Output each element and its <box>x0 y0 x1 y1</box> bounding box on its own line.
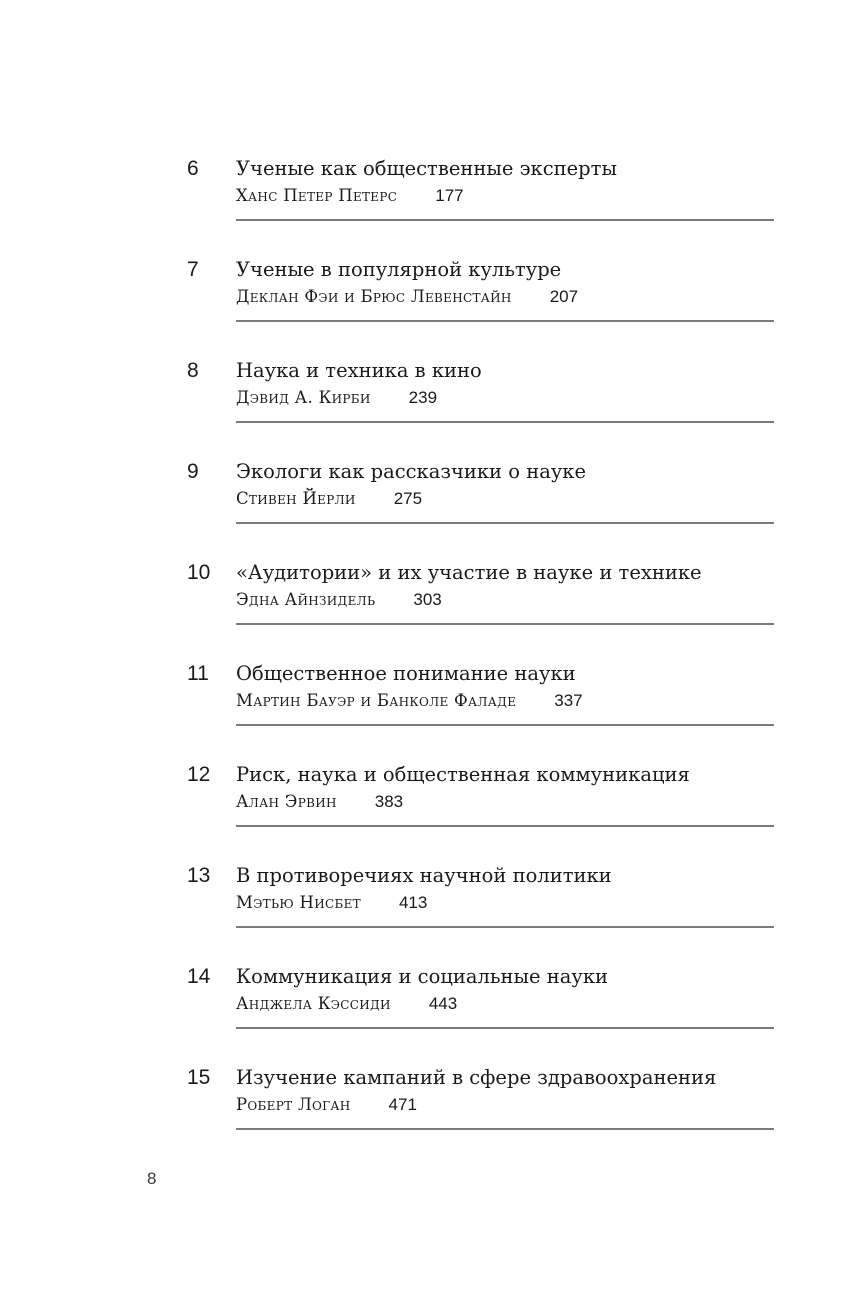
chapter-title: Изучение кампаний в сфере здравоохранения <box>236 1066 717 1089</box>
divider <box>236 724 774 726</box>
toc-entry <box>0 762 863 863</box>
chapter-page: 275 <box>393 489 423 508</box>
chapter-number: 12 <box>187 763 211 786</box>
chapter-page: 471 <box>388 1095 417 1114</box>
chapter-title: В противоречиях научной политики <box>236 864 612 887</box>
chapter-byline <box>236 287 578 307</box>
chapter-author: Ханс Петер Петерс <box>236 186 398 205</box>
chapter-author: Мэтью Нисбет <box>236 893 361 912</box>
divider <box>236 1027 774 1029</box>
chapter-page: 443 <box>428 994 458 1013</box>
chapter-author: Дэвид А. Кирби <box>236 388 371 407</box>
toc-entry <box>0 459 863 560</box>
toc-entry <box>0 358 863 459</box>
chapter-title: Общественное понимание науки <box>236 662 576 685</box>
chapter-byline <box>236 994 457 1014</box>
chapter-number: 11 <box>187 662 209 685</box>
chapter-author: Деклан Фэи и Брюс Левенстайн <box>236 287 512 306</box>
chapter-number: 7 <box>187 258 199 281</box>
chapter-number: 8 <box>187 359 199 382</box>
chapter-page: 303 <box>413 590 442 609</box>
divider <box>236 623 774 625</box>
chapter-byline <box>236 1095 417 1115</box>
chapter-author: Анджела Кэссиди <box>236 994 391 1013</box>
chapter-author: Эдна Айнзидель <box>236 590 376 609</box>
chapter-author: Стивен Йерли <box>236 489 356 508</box>
chapter-byline <box>236 590 442 610</box>
chapter-title: Ученые в популярной культуре <box>236 258 562 281</box>
chapter-title: «Аудитории» и их участие в науке и технике <box>236 561 702 584</box>
chapter-number: 6 <box>187 157 199 180</box>
chapter-byline <box>236 388 437 408</box>
divider <box>236 825 774 827</box>
chapter-author: Алан Эрвин <box>236 792 337 811</box>
chapter-page: 239 <box>408 388 438 407</box>
toc-entry <box>0 964 863 1065</box>
chapter-title: Экологи как рассказчики о науке <box>236 460 587 483</box>
toc-entry <box>0 257 863 358</box>
chapter-page: 413 <box>398 893 428 912</box>
divider <box>236 1128 774 1130</box>
chapter-number: 9 <box>187 460 199 483</box>
divider <box>236 219 774 221</box>
chapter-byline <box>236 186 464 206</box>
page-number: 8 <box>147 1169 157 1188</box>
divider <box>236 421 774 423</box>
chapter-number: 13 <box>187 864 211 887</box>
chapter-page: 177 <box>435 186 464 205</box>
chapter-page: 383 <box>374 792 404 811</box>
chapter-title: Ученые как общественные эксперты <box>236 157 617 180</box>
chapter-page: 207 <box>549 287 579 306</box>
divider <box>236 320 774 322</box>
chapter-number: 15 <box>187 1066 211 1089</box>
chapter-number: 14 <box>187 965 211 988</box>
chapter-byline <box>236 893 427 913</box>
chapter-number: 10 <box>187 561 211 584</box>
chapter-byline <box>236 691 583 711</box>
chapter-title: Риск, наука и общественная коммуникация <box>236 763 690 786</box>
toc-entry <box>0 156 863 257</box>
toc-entry <box>0 661 863 762</box>
divider <box>236 926 774 928</box>
chapter-title: Наука и техника в кино <box>236 359 482 382</box>
chapter-page: 337 <box>554 691 583 710</box>
chapter-title: Коммуникация и социальные науки <box>236 965 609 988</box>
chapter-author: Роберт Логан <box>236 1095 351 1114</box>
toc-entry <box>0 560 863 661</box>
chapter-byline <box>236 792 403 812</box>
toc-entry <box>0 1065 863 1166</box>
divider <box>236 522 774 524</box>
chapter-author: Мартин Бауэр и Банколе Фаладе <box>236 691 517 710</box>
chapter-byline <box>236 489 422 509</box>
toc-entry <box>0 863 863 964</box>
